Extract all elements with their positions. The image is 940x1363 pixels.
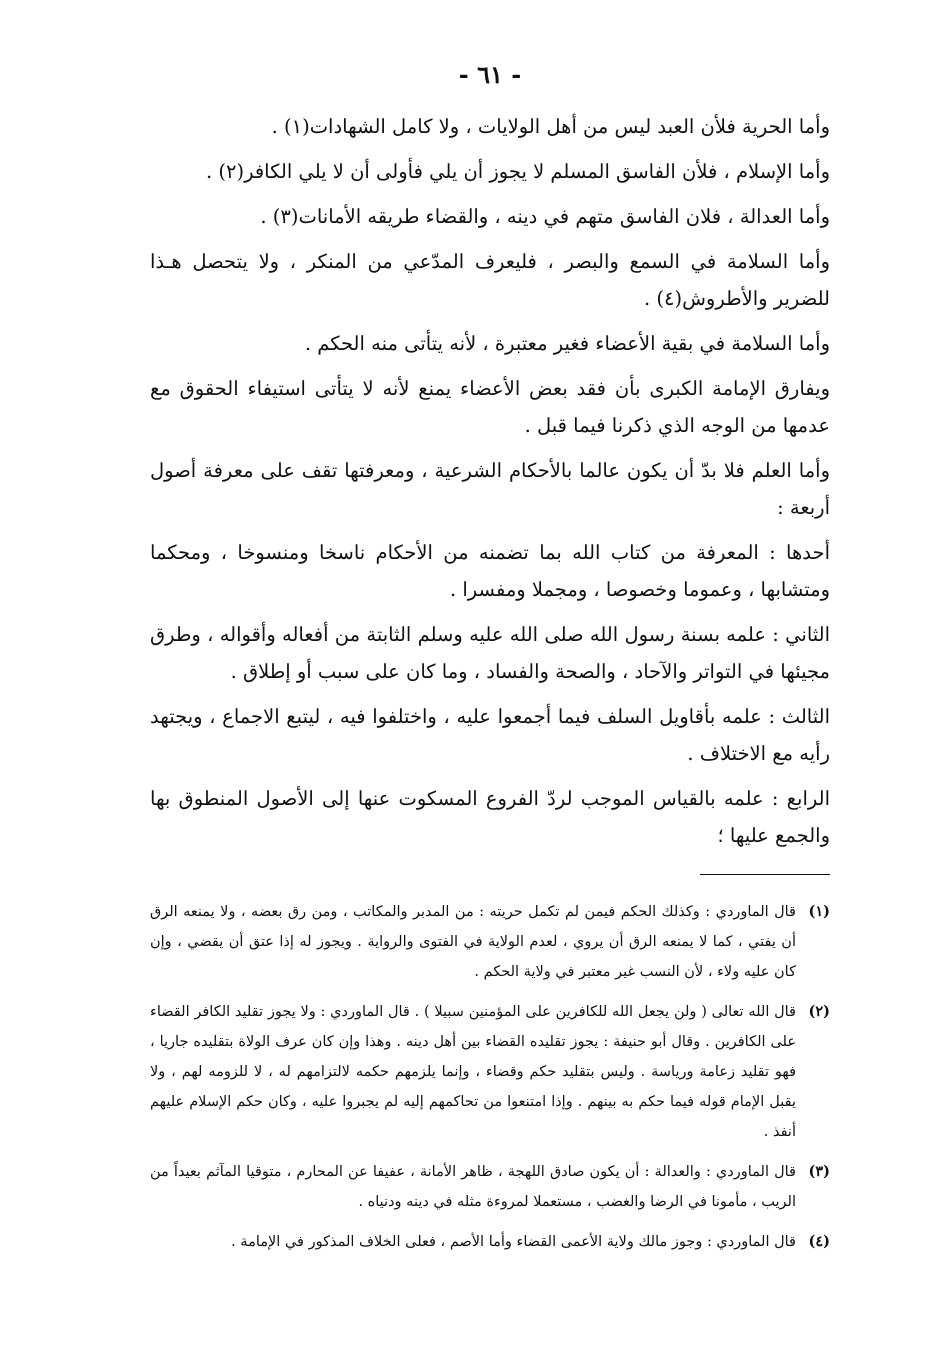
page-number: - ٦١ - — [458, 60, 522, 89]
footnote-number: (٤) — [808, 1233, 830, 1250]
footnote-text: قال الماوردي : وجوز مالك ولاية الأعمى القضاء وأما الأصم ، فعلى الخلاف المذكور في الإمامة . — [231, 1234, 796, 1250]
footnote-3 — [150, 1157, 830, 1217]
footnote-4 — [150, 1227, 830, 1257]
paragraph-knowledge: وأما العلم فلا بدّ أن يكون عالما بالأحكام الشرعية ، ومعرفتها تقف على معرفة أصول أربعة : — [150, 459, 830, 519]
paragraph-hearing-sight: وأما السلامة في السمع والبصر ، فليعرف المدّعي من المنكر ، ولا يتحصل هـذا للضرير والأطروش(٤) . — [150, 250, 830, 310]
paragraph-first-source: أحدها : المعرفة من كتاب الله بما تضمنه من الأحكام ناسخا ومنسوخا ، ومحكما ومتشابها ، وعموما وخصوصا ، ومجملا ومفسرا . — [150, 541, 830, 601]
paragraph-third-source: الثالث : علمه بأقاويل السلف فيما أجمعوا عليه ، واختلفوا فيه ، ليتبع الاجماع ، ويجتهد رأيه مع الاختلاف . — [150, 705, 830, 765]
paragraph-freedom: وأما الحرية فلأن العبد ليس من أهل الولايات ، ولا كامل الشهادات(١) . — [271, 115, 830, 138]
footnote-number: (٢) — [808, 1003, 830, 1020]
paragraph-justice: وأما العدالة ، فلان الفاسق متهم في دينه ، والقضاء طريقه الأمانات(٣) . — [260, 205, 830, 228]
footnote-divider — [700, 874, 830, 875]
footnote-2 — [150, 997, 830, 1147]
main-text — [150, 108, 830, 854]
footnote-number: (٣) — [808, 1163, 830, 1180]
paragraph-grand-imamate: ويفارق الإمامة الكبرى بأن فقد بعض الأعضاء يمنع لأنه لا يتأتى استيفاء الحقوق مع عدمها من الوجه الذي ذكرنا فيما قبل . — [150, 377, 830, 437]
footnote-number: (١) — [808, 903, 830, 920]
footnote-1 — [150, 897, 830, 987]
footnotes — [150, 897, 830, 1257]
paragraph-other-limbs: وأما السلامة في بقية الأعضاء فغير معتبرة ، لأنه يتأتى منه الحكم . — [304, 332, 830, 355]
paragraph-second-source: الثاني : علمه بسنة رسول الله صلى الله عليه وسلم الثابتة من أفعاله وأقواله ، وطرق مجيئها في التواتر والآحاد ، والصحة والفساد ، وما كان على سبب أو إطلاق . — [150, 623, 830, 683]
paragraph-fourth-source: الرابع : علمه بالقياس الموجب لردّ الفروع المسكوت عنها إلى الأصول المنطوق بها والجمع عليها ؛ — [150, 787, 830, 847]
paragraph-islam: وأما الإسلام ، فلأن الفاسق المسلم لا يجوز أن يلي فأولى أن لا يلي الكافر(٢) . — [205, 160, 830, 183]
footnote-text: قال الماوردي : وكذلك الحكم فيمن لم تكمل حريته : من المدبر والمكاتب ، ومن رق بعضه ، ولا يمنعه الرق أن يفتي ، كما لا يمنعه الرق أن يروي ، لعدم الولاية في الفتوى والرواية . ويجوز له إذا عتق أن يقضي ، وإن كان عليه ولاء ، لأن النسب غير معتبر في ولاية الحكم . — [150, 904, 796, 980]
footnote-text: قال الله تعالى ( ولن يجعل الله للكافرين على المؤمنين سبيلا ) . قال الماوردي : ولا يجوز تقليد الكافر القضاء على الكافرين . وقال أبو حنيفة : يجوز تقليده القضاء بين أهل دينه . وهذا وإن كان عرف الولاة بتقليده جاريا ، فهو تقليد زعامة ورياسة . وليس بتقليد حكم وقضاء ، وإنما يلزمهم حكمه لالتزامهم له ، لا للزومه لهم ، ولا يقبل الإمام قوله فيما حكم به بينهم . وإذا امتنعوا من تحاكمهم إليه لم يجبروا عليه ، وكان حكم الإسلام عليهم أنفذ . — [150, 1004, 796, 1140]
footnote-text: قال الماوردي : والعدالة : أن يكون صادق اللهجة ، ظاهر الأمانة ، عفيفا عن المحارم ، متوقيا المآثم بعيداً من الريب ، مأمونا في الرضا والغضب ، مستعملا لمروءة مثله في دينه ودنياه . — [150, 1164, 796, 1210]
